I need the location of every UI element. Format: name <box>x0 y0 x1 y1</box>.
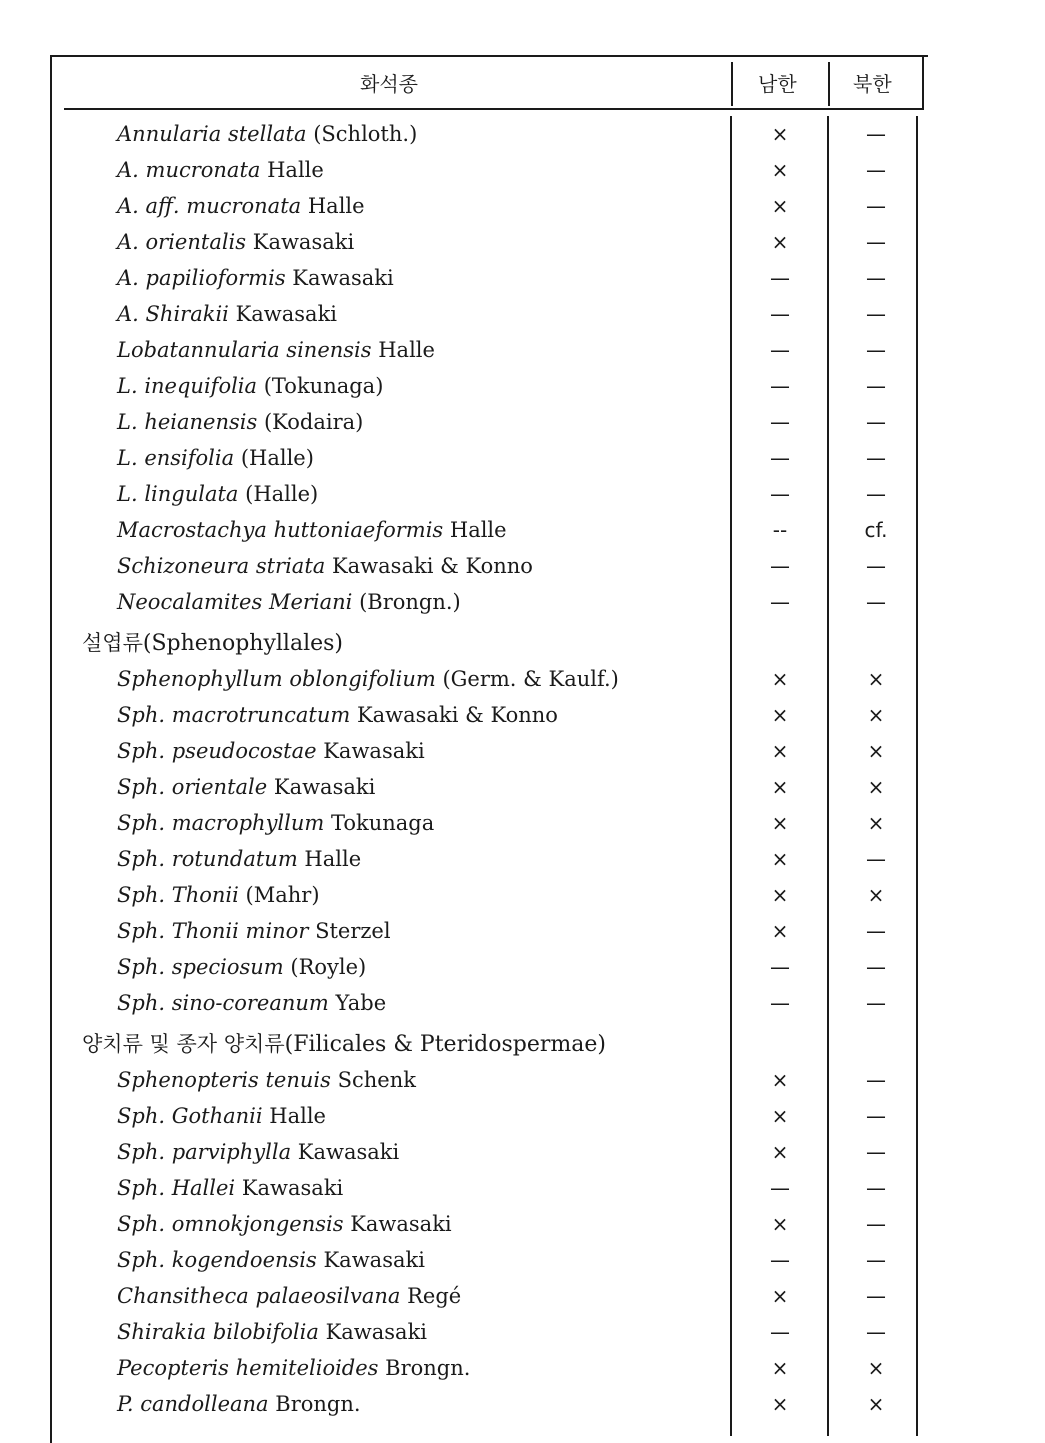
north-korea-mark: cf. <box>864 518 888 542</box>
species-name <box>117 512 507 548</box>
table-row <box>0 1242 1045 1278</box>
epithet: ensifolia <box>144 446 235 470</box>
south-korea-mark: × <box>771 1068 789 1092</box>
species-name <box>117 116 417 152</box>
genus: P. <box>117 1392 134 1416</box>
header-south-korea: 남한 <box>758 72 797 96</box>
epithet: heianensis <box>144 410 258 434</box>
north-korea-mark: — <box>866 1176 886 1200</box>
genus: Sph. <box>117 1104 166 1128</box>
epithet: aff. mucronata <box>145 194 302 218</box>
species-name <box>117 368 383 404</box>
table-row <box>0 1206 1045 1242</box>
table-row <box>0 769 1045 805</box>
species-name <box>117 296 337 332</box>
author: Halle <box>304 847 362 871</box>
species-name <box>117 769 375 805</box>
table-row <box>0 1314 1045 1350</box>
north-korea-mark: — <box>866 446 886 470</box>
genus: L. <box>117 374 138 398</box>
author: Kawasaki <box>350 1212 452 1236</box>
south-korea-mark: — <box>770 410 790 434</box>
genus: A. <box>117 266 139 290</box>
north-korea-mark: × <box>867 739 885 763</box>
south-korea-mark: — <box>770 955 790 979</box>
south-korea-mark: — <box>770 991 790 1015</box>
table-right-border <box>922 55 924 110</box>
table-row <box>0 733 1045 769</box>
epithet: bilobifolia <box>212 1320 319 1344</box>
north-korea-mark: — <box>866 1140 886 1164</box>
section-heading-latin: (Filicales & Pteridospermae) <box>284 1032 606 1057</box>
species-name <box>117 1170 343 1206</box>
table-row <box>0 332 1045 368</box>
table-row <box>0 440 1045 476</box>
genus: A. <box>117 302 139 326</box>
north-korea-mark: × <box>867 667 885 691</box>
species-name <box>117 805 434 841</box>
south-korea-mark: × <box>771 847 789 871</box>
author: Halle <box>267 158 324 182</box>
table-body <box>0 116 1045 1422</box>
north-korea-mark: — <box>866 302 886 326</box>
species-name <box>117 260 394 296</box>
table-row <box>0 913 1045 949</box>
epithet: Shirakii <box>145 302 229 326</box>
author: Tokunaga <box>330 811 435 835</box>
north-korea-mark: — <box>866 1068 886 1092</box>
north-korea-mark: — <box>866 410 886 434</box>
north-korea-mark: — <box>866 590 886 614</box>
species-name <box>117 224 354 260</box>
genus: Sph. <box>117 883 166 907</box>
header-divider-2 <box>828 62 830 106</box>
species-name <box>117 188 365 224</box>
epithet: striata <box>255 554 326 578</box>
epithet: lingulata <box>144 482 239 506</box>
genus: Sph. <box>117 1140 166 1164</box>
north-korea-mark: — <box>866 991 886 1015</box>
table-row <box>0 404 1045 440</box>
genus: Pecopteris <box>117 1356 229 1380</box>
south-korea-mark: — <box>770 1320 790 1344</box>
table-top-rule <box>52 55 928 57</box>
table-row <box>0 841 1045 877</box>
species-name <box>117 332 435 368</box>
species-name <box>117 733 425 769</box>
author: Regé <box>407 1284 462 1308</box>
north-korea-mark: — <box>866 1104 886 1128</box>
south-korea-mark: — <box>770 374 790 398</box>
header-north-korea: 북한 <box>853 72 892 96</box>
north-korea-mark: — <box>866 338 886 362</box>
epithet: speciosum <box>171 955 284 979</box>
epithet: macrophyllum <box>171 811 325 835</box>
author: Kawasaki <box>235 302 338 326</box>
species-name <box>117 985 386 1021</box>
genus: Lobatannularia <box>117 338 280 362</box>
genus: Sph. <box>117 1176 166 1200</box>
species-name <box>117 661 619 697</box>
table-row <box>0 296 1045 332</box>
table-row <box>0 805 1045 841</box>
north-korea-mark: × <box>867 775 885 799</box>
author: Kawasaki <box>273 775 376 799</box>
south-korea-mark: — <box>770 266 790 290</box>
genus: Sph. <box>117 991 166 1015</box>
species-name <box>117 1134 399 1170</box>
species-name <box>117 949 366 985</box>
epithet: Gothanii <box>171 1104 263 1128</box>
section-heading-korean: 양치류 및 종자 양치류 <box>82 1032 285 1056</box>
author: Kawasaki & Konno <box>331 554 533 578</box>
author: (Tokunaga) <box>263 374 384 398</box>
south-korea-mark: — <box>770 482 790 506</box>
south-korea-mark: × <box>771 1284 789 1308</box>
author: Brongn. <box>275 1392 361 1416</box>
table-header-rule <box>64 108 922 110</box>
epithet: papilioformis <box>145 266 286 290</box>
author: Kawasaki <box>241 1176 344 1200</box>
species-name <box>117 1386 361 1422</box>
author: Halle <box>307 194 365 218</box>
epithet: orientalis <box>145 230 247 254</box>
species-name <box>117 697 558 733</box>
table-row <box>0 1278 1045 1314</box>
section-heading <box>0 620 1045 661</box>
north-korea-mark: — <box>866 1212 886 1236</box>
species-name <box>117 476 318 512</box>
table-row <box>0 188 1045 224</box>
south-korea-mark: × <box>771 158 789 182</box>
south-korea-mark: — <box>770 338 790 362</box>
species-name <box>117 877 320 913</box>
author: Yabe <box>335 991 387 1015</box>
author: Halle <box>449 518 507 542</box>
south-korea-mark: × <box>771 1356 789 1380</box>
north-korea-mark: — <box>866 847 886 871</box>
epithet: Meriani <box>268 590 353 614</box>
south-korea-mark: × <box>771 1104 789 1128</box>
table-row <box>0 1350 1045 1386</box>
table-row <box>0 512 1045 548</box>
south-korea-mark: — <box>770 1248 790 1272</box>
south-korea-mark: — <box>770 1176 790 1200</box>
epithet: hemitelioides <box>235 1356 379 1380</box>
south-korea-mark: × <box>771 703 789 727</box>
author: Kawasaki <box>323 1248 425 1272</box>
table-row <box>0 116 1045 152</box>
genus: Sph. <box>117 775 166 799</box>
south-korea-mark: × <box>771 1212 789 1236</box>
table-row <box>0 476 1045 512</box>
author: (Schloth.) <box>313 122 418 146</box>
species-name <box>117 1098 326 1134</box>
north-korea-mark: — <box>866 919 886 943</box>
south-korea-mark: × <box>771 739 789 763</box>
north-korea-mark: — <box>866 1320 886 1344</box>
table-row <box>0 368 1045 404</box>
epithet: inequifolia <box>144 374 258 398</box>
author: Kawasaki <box>252 230 355 254</box>
author: (Germ. & Kaulf.) <box>442 667 619 691</box>
north-korea-mark: × <box>867 811 885 835</box>
table-row <box>0 1386 1045 1422</box>
author: Kawasaki <box>325 1320 428 1344</box>
north-korea-mark: × <box>867 1356 885 1380</box>
genus: Sph. <box>117 811 166 835</box>
south-korea-mark: × <box>771 883 789 907</box>
genus: Sph. <box>117 1248 166 1272</box>
species-name <box>117 1206 452 1242</box>
epithet: macrotruncatum <box>171 703 351 727</box>
species-name <box>117 152 324 188</box>
south-korea-mark: × <box>771 194 789 218</box>
table-row <box>0 985 1045 1021</box>
epithet: oblongifolium <box>289 667 436 691</box>
genus: A. <box>117 194 139 218</box>
south-korea-mark: × <box>771 122 789 146</box>
species-name <box>117 548 533 584</box>
south-korea-mark: — <box>770 302 790 326</box>
epithet: Hallei <box>171 1176 236 1200</box>
epithet: sinensis <box>286 338 372 362</box>
genus: Sph. <box>117 1212 166 1236</box>
genus: Sph. <box>117 847 166 871</box>
south-korea-mark: × <box>771 1392 789 1416</box>
genus: A. <box>117 230 139 254</box>
table-row <box>0 1134 1045 1170</box>
south-korea-mark: — <box>770 554 790 578</box>
genus: Sph. <box>117 919 166 943</box>
genus: A. <box>117 158 139 182</box>
author: (Mahr) <box>245 883 320 907</box>
author: (Halle) <box>240 446 314 470</box>
epithet: candolleana <box>140 1392 269 1416</box>
table-row <box>0 1170 1045 1206</box>
table-row <box>0 697 1045 733</box>
genus: Schizoneura <box>117 554 250 578</box>
north-korea-mark: — <box>866 554 886 578</box>
epithet: mucronata <box>145 158 261 182</box>
south-korea-mark: — <box>770 590 790 614</box>
author: (Halle) <box>245 482 319 506</box>
species-name <box>117 1242 425 1278</box>
south-korea-mark: × <box>771 811 789 835</box>
table-row <box>0 1098 1045 1134</box>
author: Kawasaki & Konno <box>356 703 558 727</box>
south-korea-mark: — <box>770 446 790 470</box>
author: (Kodaira) <box>263 410 364 434</box>
author: Brongn. <box>385 1356 471 1380</box>
author: Halle <box>378 338 435 362</box>
author: (Brongn.) <box>359 590 461 614</box>
epithet: parviphylla <box>171 1140 292 1164</box>
epithet: tenuis <box>265 1068 331 1092</box>
north-korea-mark: × <box>867 703 885 727</box>
north-korea-mark: — <box>866 482 886 506</box>
genus: Annularia <box>117 122 222 146</box>
table-row <box>0 877 1045 913</box>
author: Sterzel <box>315 919 391 943</box>
north-korea-mark: — <box>866 1248 886 1272</box>
table-row <box>0 260 1045 296</box>
author: Kawasaki <box>297 1140 400 1164</box>
north-korea-mark: — <box>866 194 886 218</box>
epithet: kogendoensis <box>171 1248 317 1272</box>
table-row <box>0 224 1045 260</box>
north-korea-mark: × <box>867 1392 885 1416</box>
genus: L. <box>117 482 138 506</box>
species-name <box>117 440 314 476</box>
table-row <box>0 584 1045 620</box>
north-korea-mark: — <box>866 230 886 254</box>
south-korea-mark: × <box>771 919 789 943</box>
epithet: stellata <box>227 122 307 146</box>
author: Kawasaki <box>292 266 394 290</box>
header-divider-1 <box>731 62 733 106</box>
species-name <box>117 1062 416 1098</box>
genus: Sphenophyllum <box>117 667 283 691</box>
genus: L. <box>117 446 138 470</box>
table-row <box>0 661 1045 697</box>
species-name <box>117 913 391 949</box>
south-korea-mark: × <box>771 667 789 691</box>
epithet: palaeosilvana <box>255 1284 401 1308</box>
section-heading-label <box>82 620 343 667</box>
north-korea-mark: — <box>866 955 886 979</box>
author: Halle <box>269 1104 326 1128</box>
north-korea-mark: — <box>866 1284 886 1308</box>
section-heading-latin: (Sphenophyllales) <box>142 631 343 656</box>
species-name <box>117 1350 470 1386</box>
species-name <box>117 1314 427 1350</box>
epithet: pseudocostae <box>171 739 317 763</box>
north-korea-mark: — <box>866 122 886 146</box>
genus: Sph. <box>117 739 166 763</box>
south-korea-mark: × <box>771 775 789 799</box>
epithet: omnokjongensis <box>171 1212 344 1236</box>
author: (Royle) <box>290 955 367 979</box>
south-korea-mark: -- <box>772 518 788 542</box>
genus: L. <box>117 410 138 434</box>
north-korea-mark: — <box>866 374 886 398</box>
epithet: huttoniaeformis <box>273 518 444 542</box>
table-row <box>0 949 1045 985</box>
author: Schenk <box>337 1068 416 1092</box>
epithet: rotundatum <box>171 847 298 871</box>
genus: Sph. <box>117 703 166 727</box>
header-species: 화석종 <box>360 72 418 96</box>
genus: Chansitheca <box>117 1284 249 1308</box>
epithet: sino-coreanum <box>171 991 329 1015</box>
species-name <box>117 1278 461 1314</box>
genus: Sph. <box>117 955 166 979</box>
north-korea-mark: — <box>866 266 886 290</box>
table-row <box>0 152 1045 188</box>
north-korea-mark: — <box>866 158 886 182</box>
genus: Shirakia <box>117 1320 207 1344</box>
table-row <box>0 548 1045 584</box>
species-name <box>117 584 461 620</box>
genus: Sphenopteris <box>117 1068 259 1092</box>
north-korea-mark: × <box>867 883 885 907</box>
epithet: orientale <box>171 775 268 799</box>
epithet: Thonii <box>171 883 239 907</box>
epithet: Thonii minor <box>171 919 309 943</box>
south-korea-mark: × <box>771 230 789 254</box>
section-heading-korean: 설엽류 <box>82 631 143 655</box>
south-korea-mark: × <box>771 1140 789 1164</box>
section-heading-label <box>82 1021 606 1068</box>
species-name <box>117 841 361 877</box>
genus: Neocalamites <box>117 590 263 614</box>
section-heading <box>0 1021 1045 1062</box>
species-name <box>117 404 363 440</box>
genus: Macrostachya <box>117 518 267 542</box>
table-row <box>0 1062 1045 1098</box>
author: Kawasaki <box>323 739 425 763</box>
